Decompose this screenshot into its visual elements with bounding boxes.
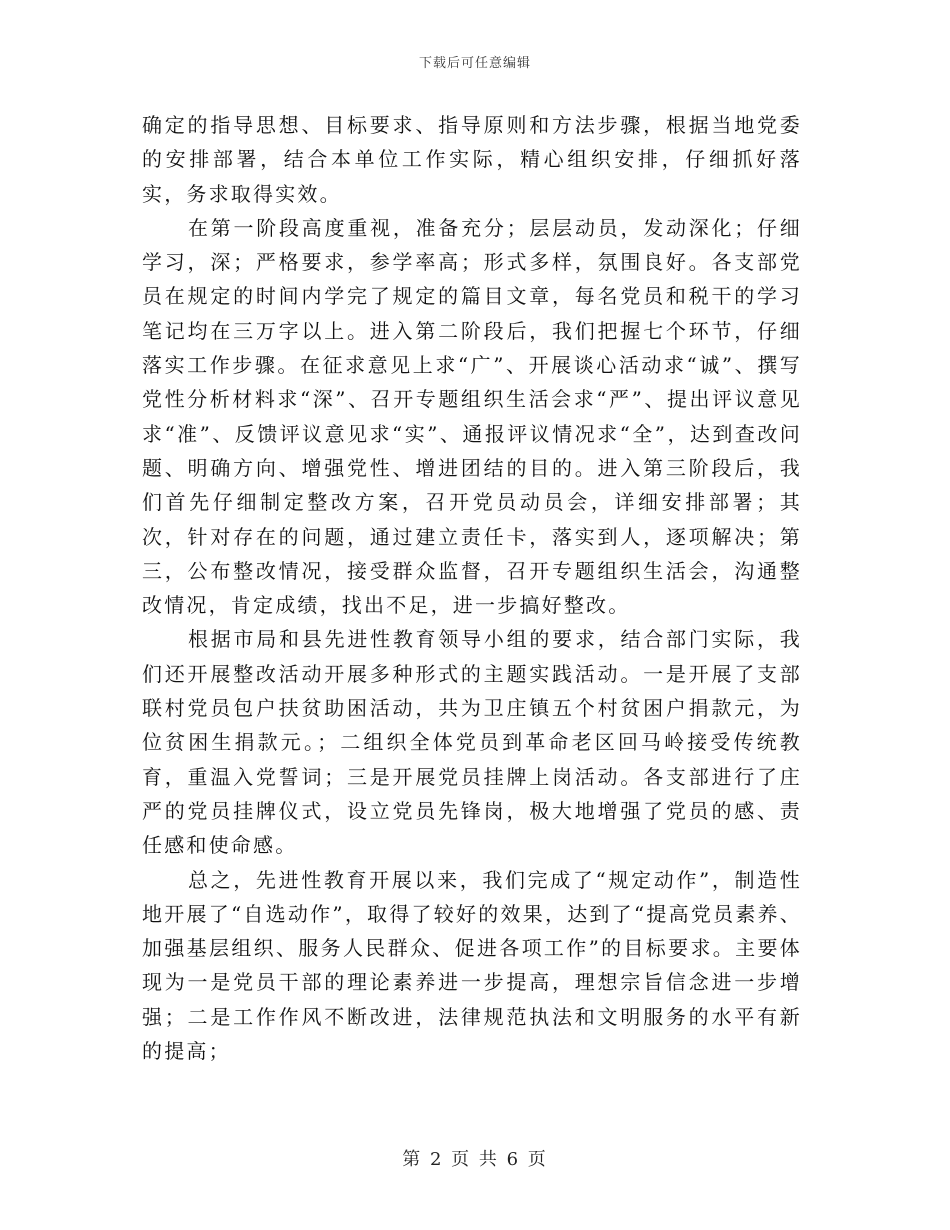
document-body	[142, 108, 802, 1068]
page-footer: 第 2 页 共 6 页	[402, 1149, 548, 1170]
page-header: 下载后可任意编辑	[418, 56, 531, 71]
paragraph-2: 在第一阶段高度重视，准备充分；层层动员，发动深化；仔细学习，深；严格要求，参学率高；形式多样，氛围良好。各支部党员在规定的时间内学完了规定的篇目文章，每名党员和税干的学习笔记均在三万字以上。进入第二阶段后，我们把握七个环节，仔细落实工作步骤。在征求意见上求“广”、开展谈心活动求“诚”、撰写党性分析材料求“深”、召开专题组织生活会求“严”、提出评议意见求“准”、反馈评议意见求“实”、通报评议情况求“全”，达到查改问题、明确方向、增强党性、增进团结的目的。进入第三阶段后，我们首先仔细制定整改方案，召开党员动员会，详细安排部署；其次，针对存在的问题，通过建立责任卡，落实到人，逐项解决；第三，公布整改情况，接受群众监督，召开专题组织生活会，沟通整改情况，肯定成绩，找出不足，进一步搞好整改。	[142, 215, 802, 618]
paragraph-3: 根据市局和县先进性教育领导小组的要求，结合部门实际，我们还开展整改活动开展多种形式的主题实践活动。一是开展了支部联村党员包户扶贫助困活动，共为卫庄镇五个村贫困户捐款元，为位贫困生捐款元。；二组织全体党员到革命老区回马岭接受传统教育，重温入党誓词；三是开展党员挂牌上岗活动。各支部进行了庄严的党员挂牌仪式，设立党员先锋岗，极大地增强了党员的感、责任感和使命感。	[142, 627, 802, 858]
paragraph-1: 确定的指导思想、目标要求、指导原则和方法步骤，根据当地党委的安排部署，结合本单位工作实际，精心组织安排，仔细抓好落实，务求取得实效。	[142, 113, 802, 206]
paragraph-4: 总之，先进性教育开展以来，我们完成了“规定动作”，制造性地开展了“自选动作”，取得了较好的效果，达到了“提高党员素养、加强基层组织、服务人民群众、促进各项工作”的目标要求。主要体现为一是党员干部的理论素养进一步提高，理想宗旨信念进一步增强；二是工作作风不断改进，法律规范执法和文明服务的水平有新的提高；	[142, 867, 802, 1064]
